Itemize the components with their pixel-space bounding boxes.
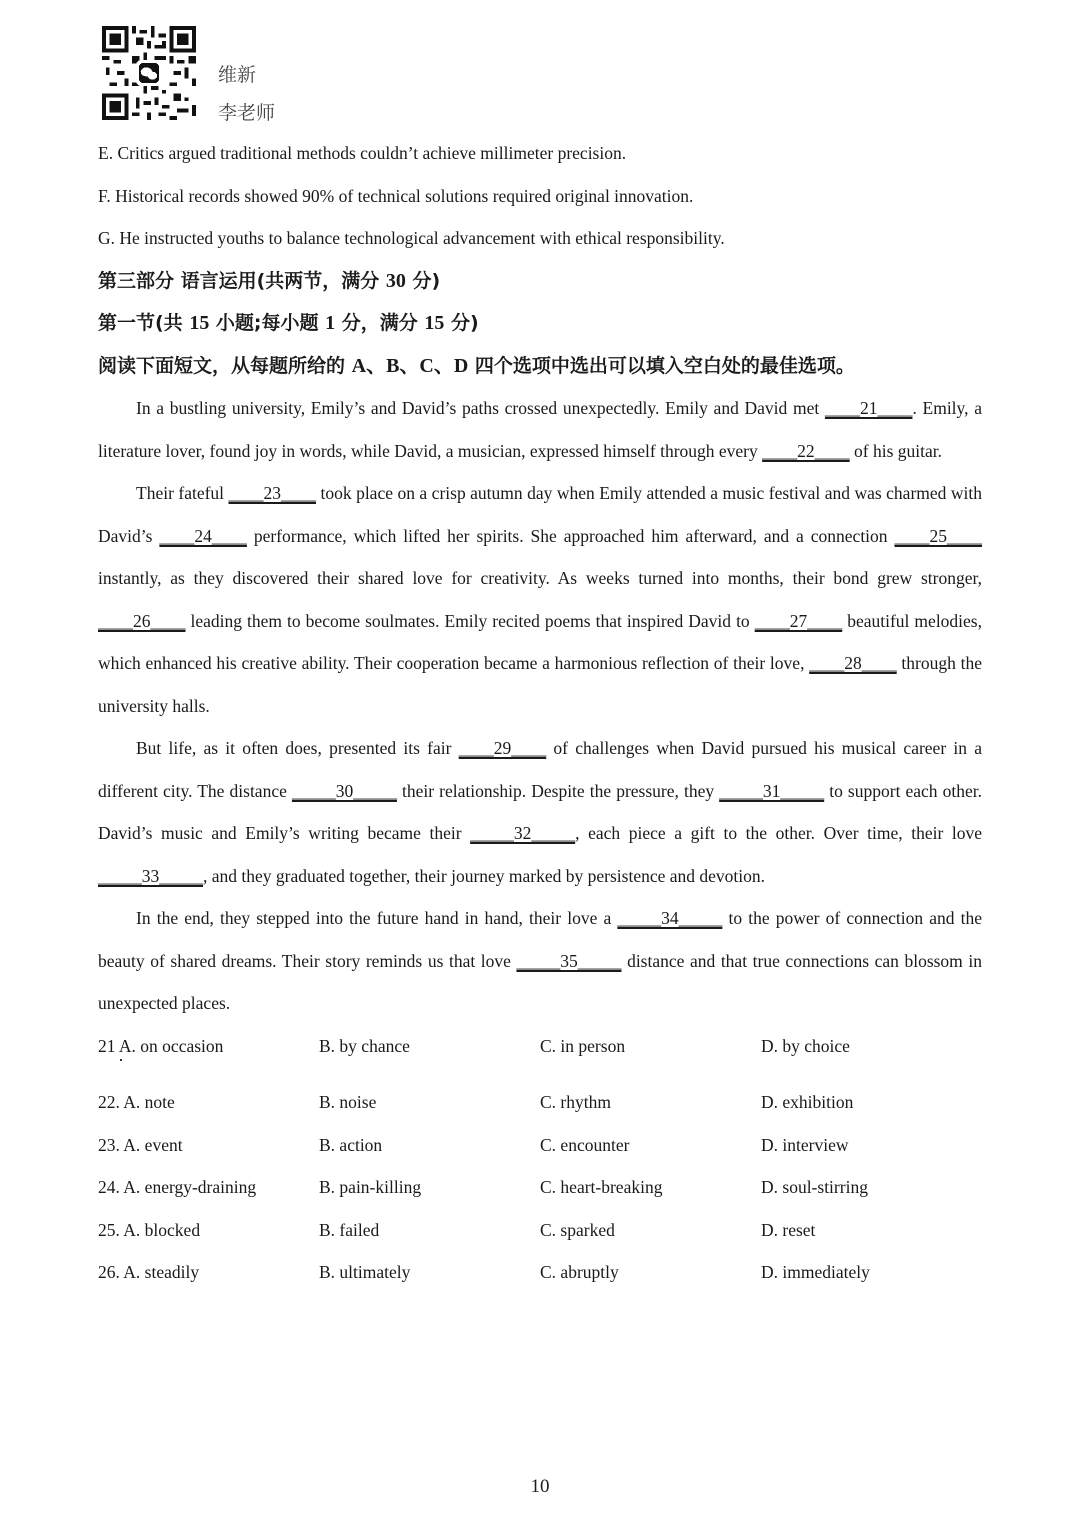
choice-b: B. pain-killing: [319, 1177, 422, 1197]
blank-31: _____31_____: [719, 780, 825, 801]
choice-c: C. encounter: [540, 1134, 630, 1155]
choice-b: B. failed: [319, 1219, 380, 1240]
choice-a: 23. A. event: [98, 1134, 183, 1155]
choice-a: 21 A. on occasion: [98, 1035, 224, 1056]
paragraph-4: In the end, they stepped into the future hand in hand, their love a _____34_____ to the power of connection and the beauty of shared dreams. Their story reminds us that love _____35_____ distance and that true connections can blossom in unexpected places.: [98, 908, 983, 1013]
blank-35: _____35_____: [516, 950, 622, 971]
choice-b: B. noise: [319, 1092, 377, 1112]
part-heading: 第三部分 语言运用(共两节，满分 30 分): [98, 269, 441, 292]
question-row: [98, 1166, 982, 1209]
brand-teacher: 李老师: [218, 102, 276, 124]
blank-28: ____28____: [809, 653, 897, 673]
choice-c: C. heart-breaking: [540, 1177, 663, 1197]
blank-30: _____30_____: [291, 780, 397, 801]
paragraph-1: In a bustling university, Emily’s and David’s paths crossed unexpectedly. Emily and David met ____21____. Emily, a literature lover, found joy in words, while David, a musician, expressed himself through every ____22____ of his guitar.: [98, 398, 982, 461]
blank-33: _____33_____: [98, 865, 203, 886]
blank-24: ____24____: [159, 525, 247, 546]
question-row: [98, 1124, 982, 1167]
option-e: E. Critics argued traditional methods couldn’t achieve millimeter precision.: [98, 143, 627, 163]
choice-a: 25. A. blocked: [98, 1219, 201, 1240]
choice-a: 24. A. energy-draining: [98, 1177, 257, 1197]
instructions: 阅读下面短文，从每题所给的 A、B、C、D 四个选项中选出可以填入空白处的最佳选项。: [98, 354, 855, 377]
page-number: 10: [530, 1476, 550, 1497]
question-row: [98, 1025, 982, 1068]
choice-d: D. by choice: [761, 1035, 850, 1056]
choice-a: 26. A. steadily: [98, 1262, 200, 1282]
qr-code-image[interactable]: [102, 26, 196, 120]
choice-d: D. reset: [761, 1219, 816, 1240]
cloze-passage: [98, 387, 982, 1025]
choice-a: 22. A. note: [98, 1092, 175, 1112]
choice-c: C. sparked: [540, 1219, 615, 1240]
brand-name: 维新: [218, 64, 257, 86]
blank-34: _____34_____: [617, 908, 723, 928]
choice-c: C. abruptly: [540, 1262, 619, 1282]
blank-27: ____27____: [754, 610, 843, 631]
question-row: [98, 1251, 982, 1294]
blank-32: _____32_____: [470, 823, 576, 843]
page-header: [102, 26, 362, 122]
blank-21: ____21____: [824, 398, 913, 418]
paragraph-3: But life, as it often does, presented its fair ____29____ of challenges when David pursued his musical career in a different city. The distance _____30_____ their relationship. Despite the pressure, they _____31_____ to support each other. David’s music and Emily’s writing became their _____32_____, each piece a gift to the other. Over time, their love _____33_____, and they graduated together, their journey marked by persistence and devotion.: [98, 738, 983, 886]
stray-mark: [120, 1059, 122, 1061]
section-heading: 第一节(共 15 小题;每小题 1 分，满分 15 分): [98, 312, 479, 334]
blank-29: ____29____: [458, 738, 547, 758]
option-f: F. Historical records showed 90% of technical solutions required original innovation.: [98, 185, 694, 206]
choice-c: C. in person: [540, 1035, 626, 1056]
blank-23: ____23____: [228, 483, 317, 503]
choice-b: B. ultimately: [319, 1262, 411, 1282]
option-g: G. He instructed youths to balance technological advancement with ethical responsibility.: [98, 228, 725, 248]
question-row: [98, 1081, 982, 1124]
blank-25: ____25____: [894, 525, 982, 546]
blank-26: ____26____: [98, 610, 186, 631]
choice-b: B. action: [319, 1134, 383, 1155]
choice-d: D. immediately: [761, 1262, 870, 1282]
choice-d: D. interview: [761, 1134, 849, 1155]
question-list: [98, 1025, 982, 1294]
choice-d: D. soul-stirring: [761, 1177, 868, 1197]
document-body: [98, 132, 982, 1294]
choice-d: D. exhibition: [761, 1092, 854, 1112]
choice-b: B. by chance: [319, 1035, 410, 1056]
blank-22: ____22____: [762, 440, 850, 461]
question-row: [98, 1209, 982, 1252]
choice-c: C. rhythm: [540, 1092, 611, 1112]
paragraph-2: Their fateful ____23____ took place on a crisp autumn day when Emily attended a music festival and was charmed with David’s ____24____ performance, which lifted her spirits. She approached him afterward, and a connection ____25____ instantly, as they discovered their shared love for creativity. As weeks turned into months, their bond grew stronger, ____26____ leading them to become soulmates. Emily recited poems that inspired David to ____27____ beautiful melodies, which enhanced his creative ability. Their cooperation became a harmonious reflection of their love, ____28____ through the university halls.: [98, 483, 982, 716]
